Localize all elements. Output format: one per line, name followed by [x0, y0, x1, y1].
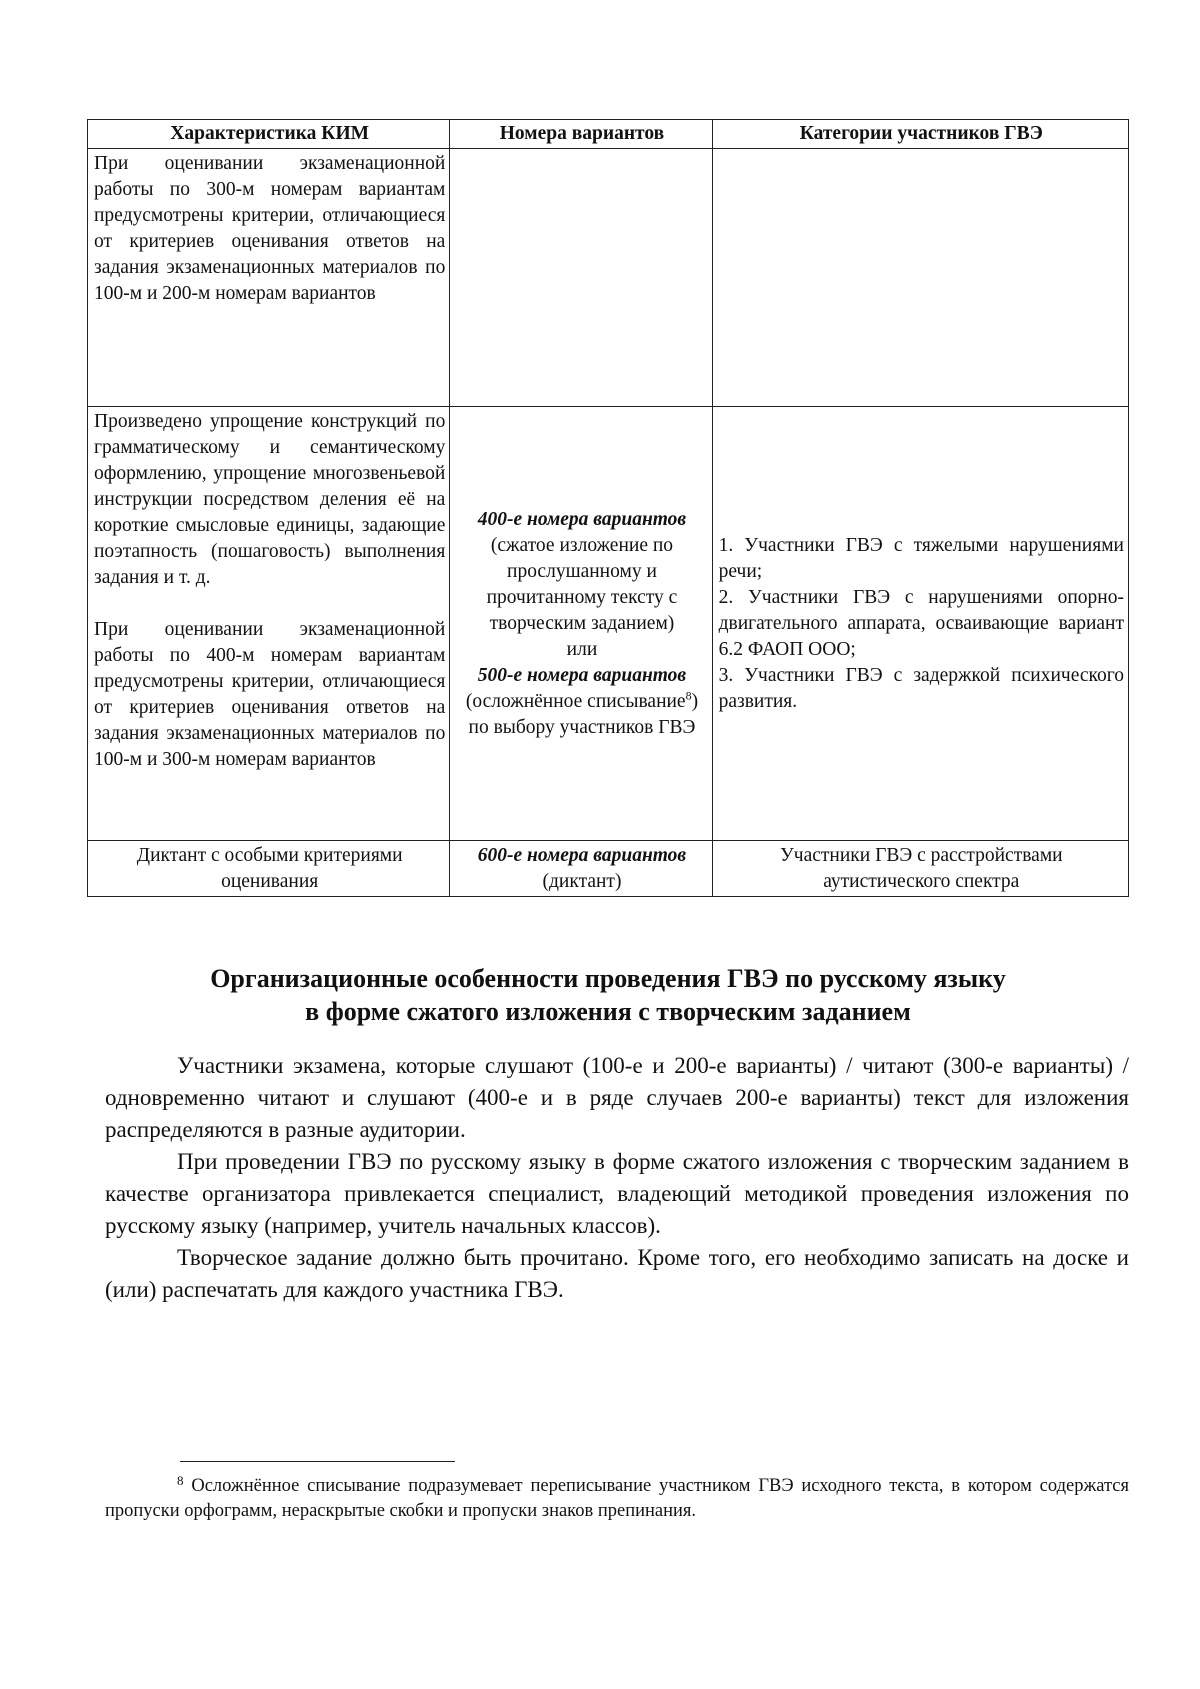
paragraph: Участники экзамена, которые слушают (100-е и 200-е варианты) / читают (300-е варианты) / одновременно читают и слушают (400-е и в ряде случаев 200-е варианты) текст для изложения распределяются в разные аудитории.: [105, 1053, 1129, 1142]
paragraph: При проведении ГВЭ по русскому языку в форме сжатого изложения с творческим заданием в качестве организатора привлекается специалист, владеющий методикой проведения изложения по русскому языку (например, учитель начальных классов).: [105, 1149, 1129, 1238]
row3-categories: Участники ГВЭ с расстройствами аутистического спектра: [712, 841, 1128, 897]
row2-categories: [712, 407, 1128, 841]
variants-600-title: 600-е номера вариантов: [477, 845, 687, 866]
section-title-line2: в форме сжатого изложения с творческим заданием: [305, 997, 911, 1026]
footnote-text: Осложнённое списывание подразумевает переписывание участником ГВЭ исходного текста, в котором содержатся пропуски орфограмм, нераскрытые скобки и пропуски знаков препинания.: [105, 1476, 1129, 1521]
footnote-mark: 8: [177, 1473, 184, 1488]
variants-600-desc: (диктант): [542, 871, 622, 892]
header-variants: Номера вариантов: [450, 120, 712, 149]
row2-characteristic: [88, 407, 450, 841]
section-title-line1: Организационные особенности проведения ГВЭ по русскому языку: [210, 964, 1006, 993]
footnote-ref: 8: [685, 688, 692, 703]
footnote: [105, 1468, 1129, 1524]
footnote-divider: [180, 1461, 455, 1462]
section-body: [105, 1050, 1129, 1306]
row2-characteristic-p2: При оценивании экзаменационной работы по 400-м номерам вариантам предусмотрены критерии, отличающиеся от критериев оценивания ответов на задания экзаменационных материалов по 100-м и 300-м номерам вариантов: [94, 619, 446, 770]
variants-400-title: 400-е номера вариантов: [477, 509, 687, 530]
section-title: [87, 962, 1129, 1028]
category-item: 1. Участники ГВЭ с тяжелыми нарушениями речи;: [718, 535, 1124, 582]
variants-400-desc: (сжатое изложение по прослушанному и прочитанному тексту с творческим заданием): [486, 535, 678, 634]
table-row: [88, 841, 1129, 897]
variants-500-title: 500-е номера вариантов: [477, 665, 687, 686]
category-item: 3. Участники ГВЭ с задержкой психического развития.: [718, 665, 1124, 712]
row1-categories: [712, 149, 1128, 407]
table-header-row: [88, 120, 1129, 149]
kim-table: [87, 119, 1129, 897]
variants-500-desc: (осложнённое списывание$^8$) по выбору участников ГВЭ: [465, 688, 699, 738]
category-item: 2. Участники ГВЭ с нарушениями опорно-двигательного аппарата, осваивающие вариант 6.2 ФАОП ООО;: [718, 587, 1124, 660]
row1-variants: [450, 149, 712, 407]
paragraph: Творческое задание должно быть прочитано. Кроме того, его необходимо записать на доске и (или) распечатать для каждого участника ГВЭ.: [105, 1245, 1129, 1302]
header-characteristic: Характеристика КИМ: [88, 120, 450, 149]
row1-characteristic: При оценивании экзаменационной работы по 300-м номерам вариантам предусмотрены критерии, отличающиеся от критериев оценивания ответов на задания экзаменационных материалов по 100-м и 200-м номерам вариантов: [88, 149, 450, 407]
row2-characteristic-p1: Произведено упрощение конструкций по грамматическому и семантическому оформлению, упрощение многозвеньевой инструкции посредством деления её на короткие смысловые единицы, задающие поэтапность (пошаговость) выполнения задания и т. д.: [94, 411, 446, 588]
table-row: [88, 407, 1129, 841]
variants-or: или: [566, 639, 598, 660]
header-categories: Категории участников ГВЭ: [712, 120, 1128, 149]
table-row: [88, 149, 1129, 407]
row3-characteristic: Диктант с особыми критериями оценивания: [88, 841, 450, 897]
row3-variants: [450, 841, 712, 897]
row2-variants: [450, 407, 712, 841]
